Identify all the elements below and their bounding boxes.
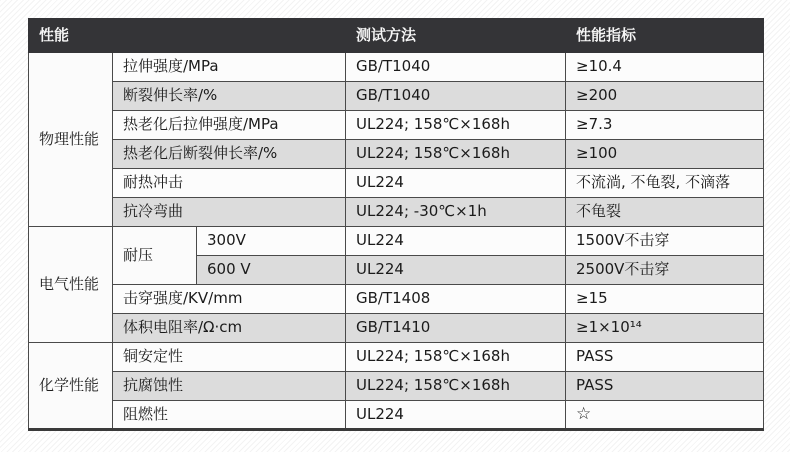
property-cell: 抗冷弯曲	[113, 198, 346, 227]
property-cell: 600 V	[197, 256, 346, 285]
index-cell: ≥15	[566, 285, 764, 314]
method-cell: UL224; -30℃×1h	[346, 198, 566, 227]
table-row	[29, 314, 764, 343]
index-cell: PASS	[566, 372, 764, 401]
spec-table-container	[28, 18, 763, 431]
property-cell: 铜安定性	[113, 343, 346, 372]
method-cell: GB/T1408	[346, 285, 566, 314]
table-row	[29, 372, 764, 401]
property-cell: 阻燃性	[113, 401, 346, 430]
star-icon: ☆	[566, 401, 764, 430]
index-cell: ≥7.3	[566, 111, 764, 140]
table-row	[29, 53, 764, 82]
index-cell: ≥200	[566, 82, 764, 111]
index-cell: 1500V不击穿	[566, 227, 764, 256]
method-cell: UL224	[346, 227, 566, 256]
method-cell: UL224; 158℃×168h	[346, 111, 566, 140]
group-label-chemical: 化学性能	[29, 343, 113, 430]
method-cell: UL224; 158℃×168h	[346, 140, 566, 169]
method-cell: UL224; 158℃×168h	[346, 372, 566, 401]
method-cell: UL224	[346, 169, 566, 198]
index-cell: ≥1×10¹⁴	[566, 314, 764, 343]
property-cell: 抗腐蚀性	[113, 372, 346, 401]
header-performance: 性能	[29, 19, 346, 53]
index-cell: ≥100	[566, 140, 764, 169]
property-cell: 300V	[197, 227, 346, 256]
table-row	[29, 343, 764, 372]
table-row	[29, 82, 764, 111]
property-cell: 击穿强度/KV/mm	[113, 285, 346, 314]
index-cell: 2500V不击穿	[566, 256, 764, 285]
property-cell: 断裂伸长率/%	[113, 82, 346, 111]
group-label-electrical: 电气性能	[29, 227, 113, 343]
header-performance-index: 性能指标	[566, 19, 764, 53]
property-cell: 体积电阻率/Ω·cm	[113, 314, 346, 343]
index-cell: ≥10.4	[566, 53, 764, 82]
material-spec-table	[28, 18, 764, 431]
method-cell: GB/T1040	[346, 53, 566, 82]
property-cell: 拉伸强度/MPa	[113, 53, 346, 82]
subgroup-label-withstand-voltage: 耐压	[113, 227, 197, 285]
table-row	[29, 140, 764, 169]
method-cell: GB/T1410	[346, 314, 566, 343]
method-cell: UL224	[346, 256, 566, 285]
table-row	[29, 401, 764, 430]
property-cell: 热老化后断裂伸长率/%	[113, 140, 346, 169]
table-row	[29, 285, 764, 314]
index-cell: PASS	[566, 343, 764, 372]
header-test-method: 测试方法	[346, 19, 566, 53]
table-row	[29, 111, 764, 140]
method-cell: UL224	[346, 401, 566, 430]
method-cell: GB/T1040	[346, 82, 566, 111]
group-label-physical: 物理性能	[29, 53, 113, 227]
header-row	[29, 19, 764, 53]
property-cell: 热老化后拉伸强度/MPa	[113, 111, 346, 140]
property-cell: 耐热冲击	[113, 169, 346, 198]
index-cell: 不流淌, 不龟裂, 不滴落	[566, 169, 764, 198]
index-cell: 不龟裂	[566, 198, 764, 227]
table-row	[29, 169, 764, 198]
table-row	[29, 198, 764, 227]
table-row	[29, 227, 764, 256]
method-cell: UL224; 158℃×168h	[346, 343, 566, 372]
